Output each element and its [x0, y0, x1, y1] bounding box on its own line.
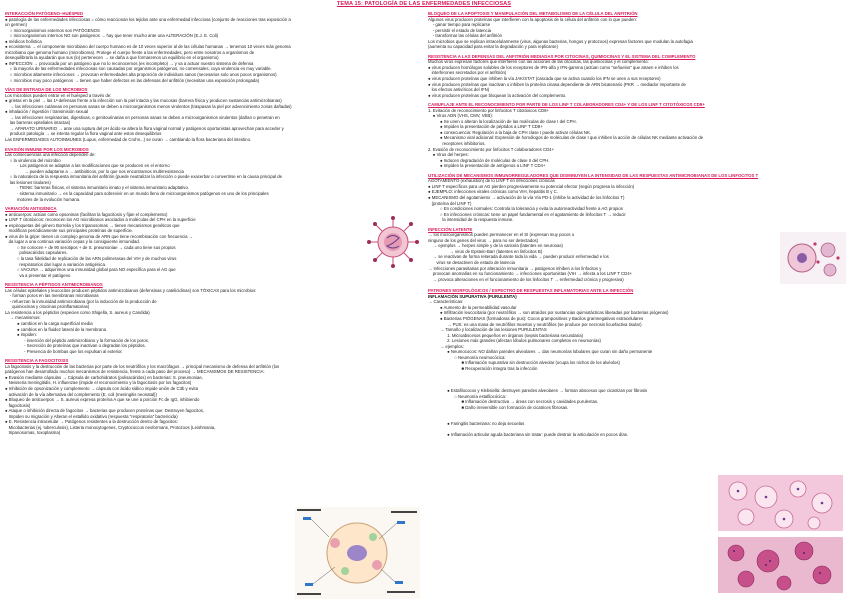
text-line: - Secreción de proteínas que inactivan o degradan los péptidos.: [5, 343, 146, 349]
text-line: microbiano que genoma humano (microbioma). Protege el cuerpo frente a las enfermedades, pero entre nosotros a organismos de: [5, 49, 255, 55]
text-line: respiratorios dan lugar a variación antigénica.: [5, 261, 107, 267]
section-heading-citocinas: RESISTENCIA A LAS DEFENSAS DEL ANFITRIÓN MEDIADAS POR CITOCINAS, QUIMIOCINAS Y EL SISTEMA DEL COMPLEMENTO: [428, 53, 696, 59]
text-line: → las infecciones cutáneas en personas sanas se deben a microorganismos menos virulentos (traspasan la piel por advencimiento zonas dañadas): [5, 103, 292, 109]
text-line: va a presentar el patógeno: [5, 272, 71, 278]
text-line: (aumenta su capacidad para evitar la degradación y para replicarse): [428, 44, 558, 50]
text-line: fagocitosis): [5, 402, 31, 408]
text-line: ● Bloqueo de anticuerpos → S. aureus expresa proteína A que se une a porción Fc de IgG, inhibiendo: [5, 397, 200, 403]
text-line: → los microorganismos pueden permanecer en el SI (expresan muy pocos o: [428, 232, 575, 238]
text-line: virus se desactiven de estado de latencia: [428, 259, 515, 265]
text-line: las barreras epiteliales intactas): [5, 120, 71, 126]
text-line: un germen): [5, 22, 27, 28]
section-fagocitosis-body: [5, 364, 423, 436]
section-heading-camuflaje: CAMUFLAJE ANTE EL RECONOCIMIENTO POR PARTE DE LOS LINF T COLABORADORES CD4+ Y DE LOS LINF T CITOTÓXICOS CD8+: [428, 102, 705, 108]
text-line: receptores inhibitorios.: [428, 141, 486, 147]
text-line: ○ la tasa fidelidad de replicación de las ARN polimerasas del VIH y de muchos virus: [5, 255, 177, 261]
text-line: ● virus de la gripe: tienen un complejo genoma de ARN que tiene recombinación con frecuencia →: [5, 233, 193, 239]
right-column: [428, 9, 846, 438]
text-line: ● Impiden la presentación de antígenos a LINF T CD4+: [428, 163, 546, 169]
text-line: ○ VACUNA → adquirimos una inmunidad global para NO específica para el AG que: [5, 267, 176, 273]
text-line: ● Bacterias PIÓGENAS (formadoras de pus): Cocos grampositivos y Bacilos gramnegativos extracelulares: [428, 315, 644, 321]
section-heading-variacion-antigenica: VARIACIÓN ANTIGÉNICA: [5, 206, 57, 212]
section-fagocitosis: [5, 364, 423, 436]
text-line: ● MECANISMO del agotamiento → activación de la vía Vía PD-1 (inhibe la actividad de los linfocitos T): [428, 194, 625, 200]
text-line: ■ Daño irreversible con formación de cicatrices fibrosas.: [428, 404, 569, 410]
text-line: 1. Evitación de reconocimiento por linfocitos T citotóxicos CD8+: [428, 107, 550, 113]
text-line: - transformar las células del anfitrión: [428, 33, 503, 39]
section-apoptosis-body: [428, 17, 846, 50]
section-heading-infeccion-latente: INFECCIÓN LATENTE: [428, 226, 473, 232]
text-line: ■ Recuperación íntegra tras la infección: [428, 365, 538, 371]
text-line: La resistencia a los péptidos (especies como Shigella, S. aureus y Candida): [5, 309, 150, 315]
text-line: ● INFECCIÓN → provocada por un patógeno que no lo reconocemos (es incompleto) → y va a actuar nuestro sistema de defensa: [5, 60, 254, 66]
page-title: TEMA 15: PATOLOGÍA DE LAS ENFERMEDADES INFECCIOSAS: [336, 1, 512, 7]
section-evasion-inmune-body: [5, 152, 423, 202]
text-line: La fagocitosis y la destrucción de las bacterias por parte de los neutrófilos y los macrófagos → principal mecanismo de defensa del anfitrión (los: [5, 363, 280, 369]
section-heading-inmunorreguladores: UTILIZACIÓN DE MECANISMOS INMUNORREGULADORES QUE DISMINUYEN LA INTENSIDAD DE LAS RESPUESTAS ANTIMICROBIANAS DE LOS LINFOCITOS T: [428, 172, 759, 178]
section-heading-peptidos: RESISTENCIA A PÉPTIDOS ANTIMICROBIANOS: [5, 282, 103, 288]
text-line: ● virus producen proteínas que bloquean la activación del complemento.: [428, 92, 567, 98]
text-line: → APARATO URINARIO → ante una ruptura del pH ácido se altera la flora vaginal normal y patógenos oportunistas aprovechan para acceder y: [5, 125, 284, 131]
text-line: ● ecosistema → el componente microbiano del cuerpo humano es de 10 veces superior al de las células humanas → tenemos 10 veces más genoma: [5, 44, 291, 50]
text-line: ● virus producen proteínas que inhiben la vía JAK/STAT (cascada que se activa cuando los IFN se unen a sus receptores): [428, 76, 661, 82]
text-line: → las infecciones respiratorias, digestivas, o genitourinarias en personas sanas se deben a microorganismos virulentos (dañan o penetran en: [5, 114, 280, 120]
text-line: ● Aumento de la permeabilidad vascular: [428, 304, 517, 310]
text-line: - inserción del péptido antimicrobiano y la formación de los poros.: [5, 337, 150, 343]
section-interaccion-body: [5, 17, 423, 84]
text-line: Impiden su migración y Alteran el estallido oxidativo (respuesta "respiratoria" bactericida): [5, 413, 178, 419]
section-citocinas-body: [428, 59, 846, 98]
text-line: ● EJEMPLO: infecciones virales crónicas como VIH, hepatitis B y C.: [428, 189, 558, 195]
text-line: ● Estafilococos y Klebsiella: destruyen paredes alveolares → forman abscesos que cicatrizan por fibrosis: [428, 388, 648, 394]
text-line: ● Virus del herpes:: [428, 152, 469, 158]
text-line: activación de la vía alternativa del complemento (E. coli (meningitis neonatal)): [5, 391, 157, 397]
text-line: ● consecuencia: Regulación a la baja de CPH clase I puede activar células NK.: [428, 129, 592, 135]
text-line: 2. Lesiones más grandes (afectan lóbulos pulmonares completos en neumonías): [428, 338, 601, 344]
text-line: → ejemplos:: [428, 343, 464, 349]
text-line: quimiocinas y citocinas proinflamatorias): [5, 304, 90, 310]
text-line: ● médicos holística: [5, 38, 42, 44]
text-line: ● LINF T específicos para un AG pierden progresivamente su potencial efector (según progresa la infección): [428, 183, 635, 189]
text-line: ● LINF T citotóxicos: reconocen los AG microbianos asociados a moléculas del CPH en la superficie: [5, 217, 196, 223]
text-line: Los microbios pueden entrar en el huésped a través de:: [5, 92, 112, 98]
text-line: polisacáridos capsulares.: [5, 250, 68, 256]
subheading-supurativa: INFLAMACIÓN SUPURATIVA (PURULENTA): [428, 293, 517, 299]
text-line: ● virus producen homólogos solubles de los receptores de IFN-alfa y IFN-gamma (actúan como "señuelos" que atraen e inhiben los: [428, 64, 679, 70]
text-line: → virus de Epstein-Barr (latentes en linfocitos B): [428, 248, 543, 254]
text-line: ● Evasión mediante cápsulas → Cápsula de carbohidratos (polisacáridos) en bacterias: S. pneumoniae,: [5, 374, 203, 380]
section-peptidos-body: [5, 288, 423, 355]
text-line: modifican periódicamente sus principales proteínas de superficie.: [5, 228, 134, 234]
text-line: Muchos virus expresan factores que interfieren con las acciones de las citocinas, las quimiocinas y el complemento:: [428, 59, 649, 65]
text-line: - persistir el estado de latencia: [428, 27, 492, 33]
text-line: → se reactivan de forma reiterada durante toda la vida → pueden producir enfermedad e los: [428, 254, 609, 260]
pneumonia-histology-figure: [718, 475, 843, 595]
section-heading-apoptosis: BLOQUEO DE LA APOPTOSIS Y MANIPULACIÓN DEL METABOLISMO DE LA CÉLULA DEL ANFITRIÓN: [428, 11, 638, 16]
text-line: · TIENE: barreras físicas, el sistema inmunitario innato y el sistema inmunitario adaptativo.: [5, 185, 190, 191]
section-infeccion-latente: [428, 232, 846, 284]
text-line: ○ En condiciones normales: Controla la tolerancia y evita la autorreactividad frente a AG propios: [428, 206, 623, 212]
text-line: ● Se unen o alteran la localización de las moléculas de clase I del CPH.: [428, 118, 577, 124]
text-line: Algunos virus producen proteínas que interfieren con la apoptosis de la célula del anfitrión con lo que pueden:: [428, 16, 638, 22]
section-infeccion-latente-body: [428, 232, 780, 284]
text-line: - refuerzan la inmunidad antimicrobiana (por la inducción de la producción de: [5, 298, 157, 304]
text-line: desequilibrarla la ayudarán que sus (lo) pertenecen → se daña a que formaremos un equilibrio en el organismo): [5, 55, 219, 61]
text-line: ○ la virulencia del microbio: [5, 157, 61, 163]
text-line: ○ En infecciones crónicas: tiene un papel fundamental en el agotamiento de linfocitos T → reducir: [428, 211, 626, 217]
text-line: ○ la mayoría de las enfermedades infecciosas son causadas por organismos patógenos, no comensales, cuya virulencia es muy variable.: [5, 66, 272, 72]
text-line: ● inhalación / ingestión / transmisión sexual: [5, 109, 89, 115]
text-line: ○ microbios altamente infecciosos → provocan enfermedades alta proporción de individuos sanos (necesarios solo unos pocos organismos): [5, 72, 277, 78]
text-line: da lugar a una continua variación cepas y la consiguiente inmunidad.: [5, 239, 140, 245]
text-line: ● grietas en la piel → las 1ª defensas frente a la infección son la piel intacta y las mucosas (barrera física y producen sustancias antimicrobianas): [5, 98, 282, 104]
text-line: ○ microbios muy poco patógenos → tienen que haber defectos en las defensas del anfitrión (necesitan una exposición prolongada): [5, 77, 260, 83]
section-variacion-antigenica: [5, 212, 423, 279]
left-column: [5, 9, 423, 436]
section-heading-interaccion: INTERACCIÓN PATÓGENO–HUÉSPED: [5, 11, 84, 16]
text-line: · Los patógenos se adaptan a las modificaciones que se producen en el entorno: [5, 163, 170, 169]
text-line: ● espiroquetas del género Borrelia y los tripanosomas → tienen mecanismos genéticos que: [5, 222, 180, 228]
latent-infection-figure: [780, 232, 846, 284]
text-line: ninguno de los genes del virus → para no ser detectados): [428, 237, 539, 243]
text-line: ● Mecanismo viral adicional: Expresión de homólogos de moléculas de clase I que inhiben la acción de células NK mediante activación de: [428, 135, 704, 141]
text-line: Las células epiteliales y leucocitos producen péptidos antimicrobianos (defensinas y catelicidinas) son TÓXICAS para los microbios:: [5, 287, 257, 293]
text-line: ● E. Resistencia intracelular → Patógenos resistentes a la destrucción dentro de fagocitos:: [5, 419, 178, 425]
text-line: 2. Evasión de reconocimiento por linfocitos T colaboradores CD4+: [428, 146, 555, 152]
text-line: AGOTAMIENTO (exhaustion) de lo LINF T en infecciones crónicas: [428, 178, 555, 184]
section-vias-entrada-body: [5, 93, 423, 143]
text-line: ○ Neumonía estafilocócica:: [428, 393, 507, 399]
text-line: ■ Inflamación supurativa sin destrucción alveolar (ocupa los nichos de los alvéolos): [428, 360, 620, 366]
text-line: ● virus producen proteínas que inactivan o inhiben la proteína cinasa dependiente de ARN bicatenario (PKR → mediador importante de: [428, 81, 686, 87]
section-patrones-body: [428, 299, 846, 438]
phagocytosis-figure: [295, 507, 420, 599]
text-line: ● cambios en la fluidez lateral de la membrana: [5, 326, 106, 332]
flu-virus-figure: [363, 212, 423, 272]
text-line: los efectos antivíricos del IFN): [428, 87, 490, 93]
text-line: patógenos han desarrollado muchos mecanismos de resistencia, frente a cada paso del proceso) → MECANISMOS DE RESISTENCIA:: [5, 369, 265, 375]
text-line: las lesiones tisulares): [5, 179, 51, 185]
section-camuflaje-body: [428, 108, 846, 169]
text-line: Las consecuencias una infección dependen de:: [5, 152, 96, 158]
section-heading-evasion-inmune: EVASIÓN INMUNE POR LOS MICROBIOS: [5, 146, 89, 152]
text-line: ● Infiltración leucocitaria (por neutrófilos → son atraídos por sustancias quimiotácticas liberadas por bacterias piógenas): [428, 310, 669, 316]
text-line: ● Virus ADN (VHS, CMV, VEB):: [428, 113, 493, 119]
text-line: tripanosomas, toxoplasma): [5, 430, 61, 436]
text-line: ● Faringitis bacteriana: no deja secuelas: [428, 421, 525, 427]
text-line: ● Ataque o inhibición directa de fagocitos → bacterias que producen proteínas que: Destruyen fagocitos,: [5, 408, 204, 414]
section-heading-patrones: PATRONES MORFOLÓGICOS / ESPECTRO DE RESPUESTAS INFLAMATORIAS ANTE LA INFECCIÓN: [428, 288, 634, 294]
text-line: (proteína del LINF T): [428, 200, 472, 206]
text-line: Las ENFERMEDADES AUTOINMUNES (Lupus, enfermedad de Crohn...) se curan → cambiando la flora bacteriana del intestino.: [5, 137, 252, 143]
text-line: Neisseria meningitidis, H. influenzae (impide el reconocimiento y la fagocitosis por los fagocitos): [5, 380, 192, 386]
section-variacion-antigenica-body: [5, 212, 363, 279]
section-patrones: [428, 299, 846, 438]
text-line: ○ Se conocen + de 90 serotipos + de S. pneumoniae → cada uno tiene sus propios: [5, 244, 176, 250]
text-line: → PUS: es una masa de neutrófilos muertos y neutrófilos (se produce por necrosis licuefactiva tisular): [428, 321, 642, 327]
text-line: → Características:: [428, 299, 464, 305]
text-line: - ganar tiempo para replicarse: [428, 22, 491, 28]
text-line: ● Inflamación articular aguda bacteriana sin tratar: puede destruir la articulación en pocos días.: [428, 432, 629, 438]
text-line: ○ microorganismos externos son PATÓGENOS: [5, 27, 100, 33]
text-line: · sistema inmunitario → es la capacidad para sobrevivir en un mundo lleno de microorganismos patógenos es uno de los principales: [5, 190, 269, 196]
text-line: → Infecciones parasitarias por alteración inmunitaria → patógenos inhiben a los linfocitos y: [428, 265, 602, 271]
text-line: provocan anomalías en su funcionamiento → infecciones oportunistas (VIH → infecta a los LINF T CD4+: [428, 271, 633, 277]
text-line: motores de la evolución humana.: [5, 196, 81, 202]
text-line: ● Neumococos: NO dañan paredes alveolares → dan neumonías lobulares que curan sin daño permanente: [428, 349, 653, 355]
text-line: la intensidad de la respuesta inmune.: [428, 217, 514, 223]
text-line: - Presencia de bombas que los expulsan al exterior.: [5, 348, 123, 354]
text-line: → mecanismos:: [5, 315, 41, 321]
text-line: ○ la naturaleza de la respuesta inmunitaria del anfitrión (puede neutralizar la infección o puede exacerbar o convertirse en la causa principal de: [5, 174, 283, 180]
text-line: producir patología → se intenta regular la flora vaginal ante estos desequilibrios: [5, 131, 162, 137]
section-inmunorreguladores-body: [428, 178, 846, 222]
text-line: ● impiden:: [5, 332, 37, 338]
text-line: ○ Neumonía neumocócica:: [428, 354, 506, 360]
section-heading-fagocitosis: RESISTENCIA A FAGOCITOSIS: [5, 358, 69, 364]
text-line: ■ Inflamación destructiva → áreas con necrosis y cavidades purulentas.: [428, 399, 599, 405]
text-line: ○ microorganismos internos NO son patógenos → hay que tener mucho ante una ALTERACIÓN (E.J. E. Coli): [5, 33, 219, 39]
text-line: ● anticuerpos: actúan como opsoninas (facilitan la fagocitosis y fijan el complemento): [5, 211, 168, 217]
section-heading-vias-entrada: VÍAS DE ENTRADA DE LOS MICROBIOS: [5, 87, 88, 93]
text-line: → pueden adaptarse a → antibióticos, por lo que nos encontramos multirresistencia: [5, 168, 184, 174]
text-line: 1. Microabscesos pequeños en órganos (sepsis bacteriana secundaria): [428, 332, 584, 338]
text-line: ● Impiden la presentación de péptidos a LINF T CD8+: [428, 124, 543, 130]
text-line: - forman poros en las membranas microbianas: [5, 293, 99, 299]
text-line: ● patología de las enfermedades infecciosas = cómo reaccionan los tejidos ante una enfermedad infecciosa (conjunto de reacciones tras exposición a: [5, 16, 291, 22]
text-line: Los microbios que se replican intracelularmente (virus, algunas bacterias, hongos y protozoos) expresan factores que modulan la autofagia: [428, 38, 693, 44]
text-line: interferones secretados por el anfitrión): [428, 70, 507, 76]
text-line: → Tamaño y localización de las lesiones PURULENTAS: [428, 327, 547, 333]
text-line: → ejemplos → herpes simple y de la varicela (latentes en neuronas): [428, 243, 563, 249]
text-line: Micobacterias (ej. tuberculosis), Listeria monocytogenes, Cryptococcus neoformans, Protozoos (Leishmania,: [5, 424, 216, 430]
text-line: ● Inhibición de opsonización y complemento → cápsula con ácido siálico impide unión de C3b y evita: [5, 386, 198, 391]
text-line: ● Inducen degradación de moléculas de clase II del CPH.: [428, 157, 550, 163]
text-line: ● cambios en la carga superficial media: [5, 320, 93, 326]
text-line: → provoca alteraciones en el funcionamiento de los linfocitos T → enfermedad crónica y progresiva): [428, 276, 624, 282]
